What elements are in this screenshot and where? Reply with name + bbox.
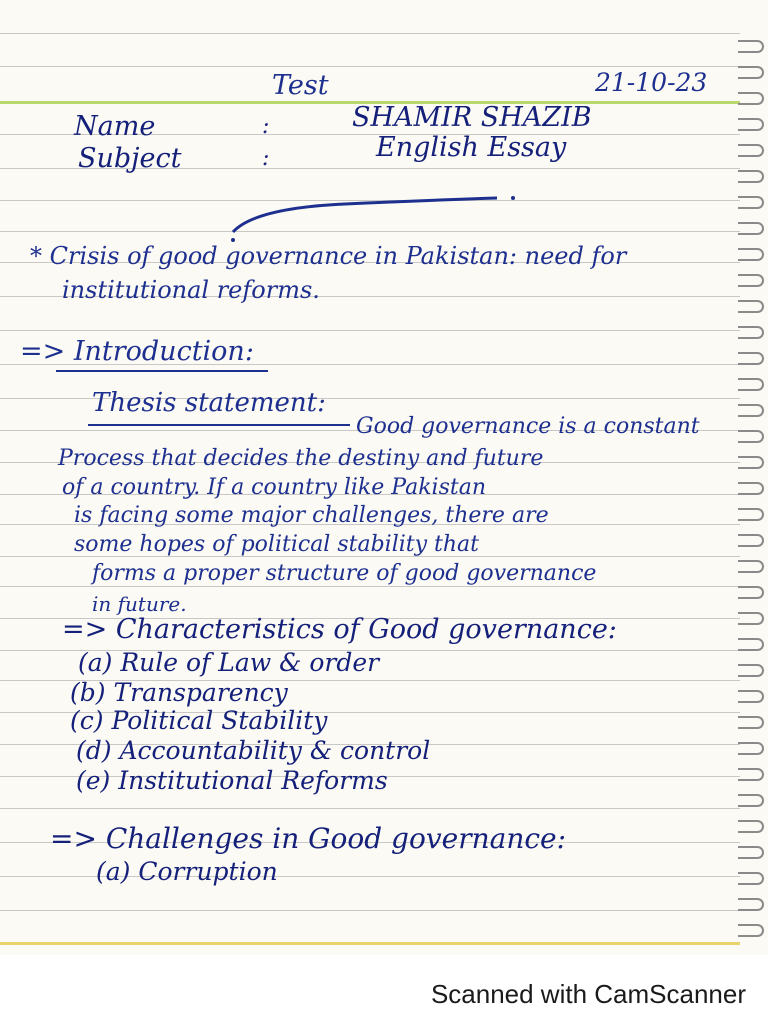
challenges-heading: => Challenges in Good governance: xyxy=(50,822,567,855)
spiral-ring xyxy=(738,118,764,131)
spiral-ring xyxy=(738,872,764,885)
spiral-ring xyxy=(738,274,764,287)
spiral-ring xyxy=(738,170,764,183)
name-colon: : xyxy=(262,114,270,139)
spiral-ring xyxy=(738,664,764,677)
spiral-ring xyxy=(738,456,764,469)
intro-line-4: is facing some major challenges, there are xyxy=(74,503,549,528)
spiral-ring xyxy=(738,92,764,105)
ruled-line xyxy=(0,33,740,34)
characteristic-item-d: (d) Accountability & control xyxy=(76,736,431,765)
spiral-ring xyxy=(738,690,764,703)
spiral-ring xyxy=(738,612,764,625)
spiral-ring xyxy=(738,534,764,547)
subject-colon: : xyxy=(262,146,270,171)
scanner-footer xyxy=(0,955,768,1024)
spiral-ring xyxy=(738,40,764,53)
spiral-ring xyxy=(738,352,764,365)
spiral-ring xyxy=(738,638,764,651)
spiral-ring xyxy=(738,586,764,599)
spiral-ring xyxy=(738,196,764,209)
essay-title-line-2: institutional reforms. xyxy=(62,276,320,304)
spiral-ring xyxy=(738,300,764,313)
bottom-margin-line xyxy=(0,942,740,945)
characteristic-item-a: (a) Rule of Law & order xyxy=(78,648,380,677)
characteristic-item-c: (c) Political Stability xyxy=(70,706,328,735)
thesis-heading: Thesis statement: xyxy=(92,388,326,418)
spiral-ring xyxy=(738,794,764,807)
spiral-ring xyxy=(738,404,764,417)
thesis-underline xyxy=(88,424,350,426)
spiral-ring xyxy=(738,144,764,157)
intro-line-7: in future. xyxy=(92,592,187,616)
ruled-line xyxy=(0,66,740,67)
decorative-curve xyxy=(225,190,525,245)
intro-line-5: some hopes of political stability that xyxy=(74,532,480,557)
ruled-line xyxy=(0,330,740,331)
characteristic-item-b: (b) Transparency xyxy=(70,678,288,707)
introduction-underline xyxy=(56,370,268,372)
subject-value: English Essay xyxy=(376,132,567,163)
spiral-ring xyxy=(738,768,764,781)
spiral-ring xyxy=(738,560,764,573)
spiral-ring xyxy=(738,326,764,339)
spiral-ring xyxy=(738,378,764,391)
subject-label: Subject xyxy=(78,143,182,174)
date: 21-10-23 xyxy=(595,68,708,97)
spiral-ring xyxy=(738,820,764,833)
spiral-ring xyxy=(738,846,764,859)
intro-line-2: Process that decides the destiny and future xyxy=(58,446,544,471)
intro-line-1: Good governance is a constant xyxy=(356,414,700,439)
spiral-ring xyxy=(738,430,764,443)
intro-line-3: of a country. If a country like Pakistan xyxy=(62,475,486,500)
test-label: Test xyxy=(272,70,329,101)
spiral-ring xyxy=(738,716,764,729)
camscanner-watermark: Scanned with CamScanner xyxy=(430,979,746,1009)
introduction-heading: => Introduction: xyxy=(20,336,254,367)
ruled-line xyxy=(0,808,740,809)
name-label: Name xyxy=(74,111,156,142)
spiral-ring xyxy=(738,222,764,235)
challenge-item-a: (a) Corruption xyxy=(96,857,278,886)
spiral-ring xyxy=(738,898,764,911)
spiral-ring xyxy=(738,482,764,495)
spiral-ring xyxy=(738,742,764,755)
ruled-line xyxy=(0,910,740,911)
spiral-ring xyxy=(738,924,764,937)
intro-line-6: forms a proper structure of good governance xyxy=(92,561,597,586)
characteristic-item-e: (e) Institutional Reforms xyxy=(76,766,388,795)
essay-title-line-1: * Crisis of good governance in Pakistan: need for xyxy=(30,242,627,270)
spiral-ring xyxy=(738,66,764,79)
spiral-ring xyxy=(738,248,764,261)
spiral-ring xyxy=(738,508,764,521)
ruled-line xyxy=(0,586,740,587)
characteristics-heading: => Characteristics of Good governance: xyxy=(62,614,617,645)
name-value: SHAMIR SHAZIB xyxy=(352,102,592,133)
